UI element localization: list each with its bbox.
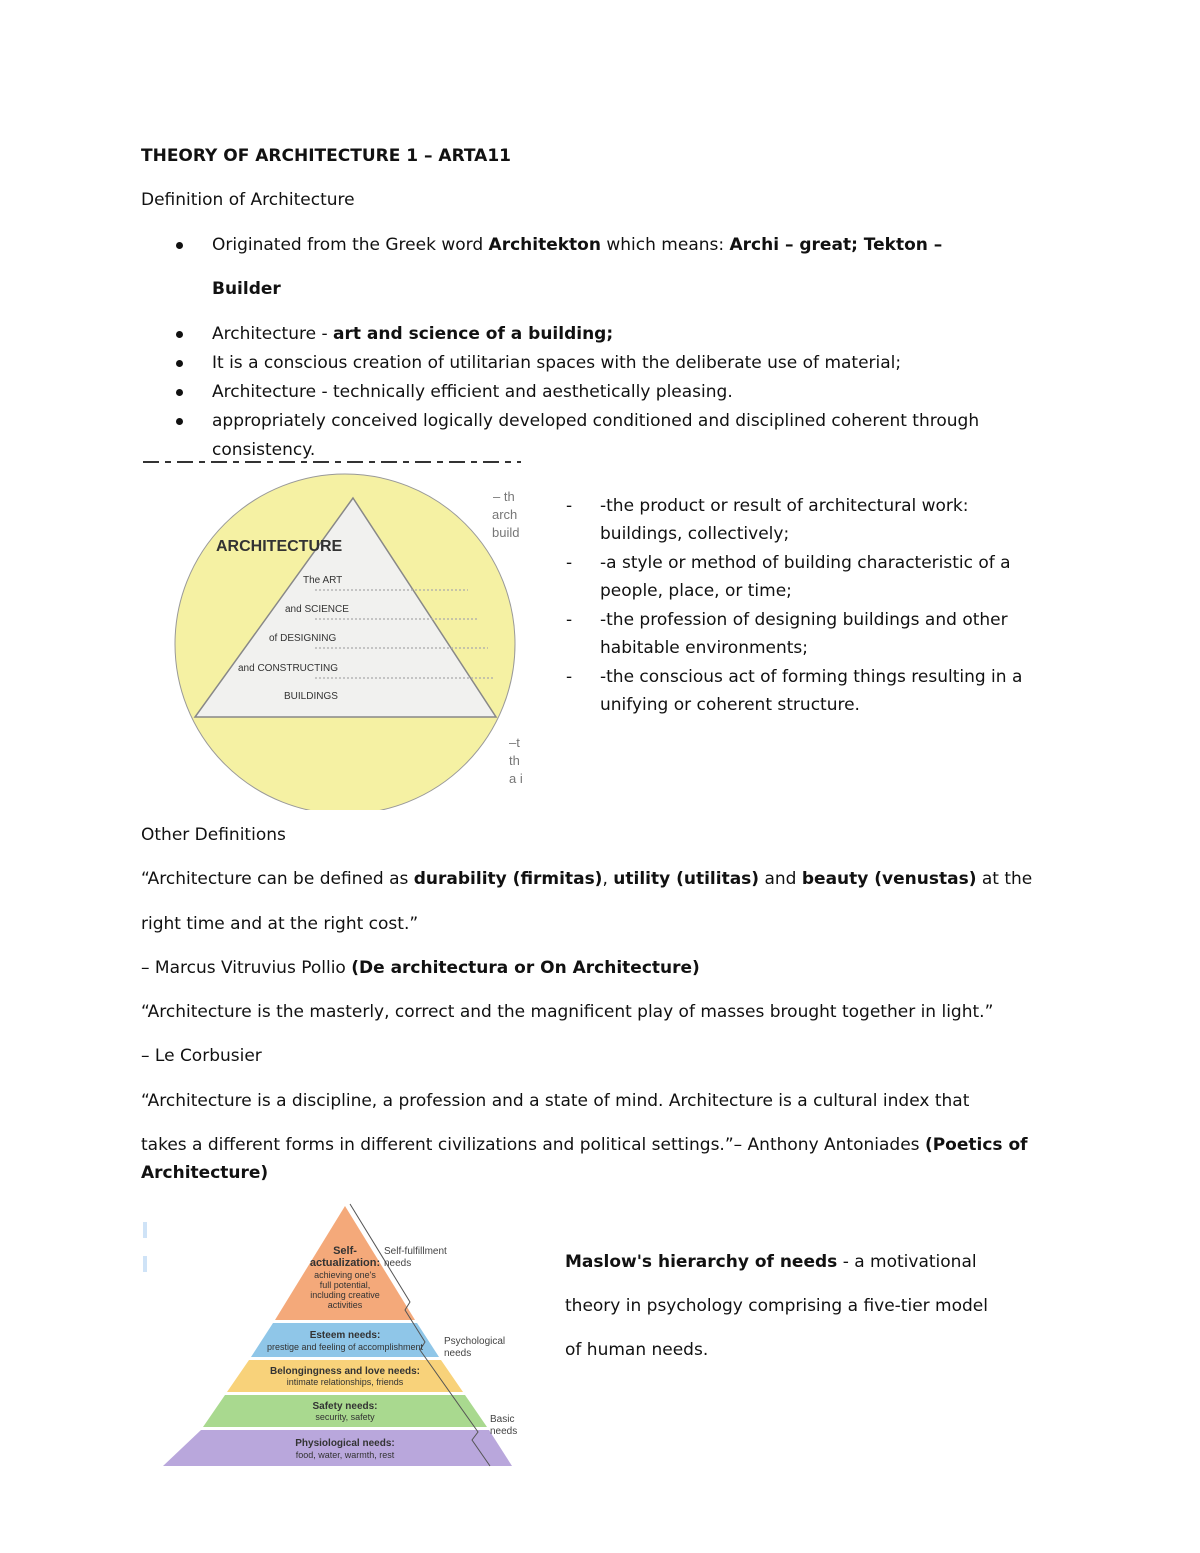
pyramid-level-title: Safety needs: <box>312 1401 378 1412</box>
text-segment: Architecture - technically efficient and aesthetically pleasing. <box>212 382 733 402</box>
bracket-label: needs <box>444 1348 472 1359</box>
bold-text-segment: utility (utilitas) <box>613 869 760 889</box>
bracket-label: needs <box>384 1258 412 1269</box>
text-segment: “Architecture is a discipline, a profession and a state of mind. Architecture is a cultural index that <box>141 1091 970 1111</box>
pyramid-level-title: Self- <box>333 1245 357 1257</box>
text-segment: Originated from the Greek word <box>212 235 489 255</box>
bracket-label: needs <box>490 1426 518 1437</box>
list-dash: - <box>566 667 573 687</box>
quote-line <box>141 869 1032 889</box>
text-segment: right time and at the right cost.” <box>141 914 419 934</box>
bold-text-segment: Builder <box>212 279 281 299</box>
bullet-text <box>212 411 979 431</box>
pyramid-level-desc: including creative <box>310 1290 380 1300</box>
pyramid-level-title: actualization: <box>309 1257 381 1269</box>
list-dash: - <box>566 553 573 573</box>
list-item-text: -the product or result of architectural work: <box>600 496 969 516</box>
bullet-text <box>212 353 901 373</box>
pyramid-level-desc: activities <box>327 1300 363 1310</box>
quote-attribution <box>141 1046 262 1066</box>
text-segment: Architecture - <box>212 324 334 344</box>
maslow-term: Maslow's hierarchy of needs <box>565 1252 838 1272</box>
pyramid-level-desc: achieving one's <box>314 1270 376 1280</box>
pyramid-level-title: Belongingness and love needs: <box>269 1366 421 1377</box>
bold-text-segment: (De architectura or On Architecture) <box>351 958 700 978</box>
bold-text-segment: durability (firmitas) <box>413 869 603 889</box>
diagram-side-text: th <box>509 753 520 768</box>
bold-text-segment: art and science of a building; <box>333 324 614 344</box>
bold-text-segment: Archi – great; Tekton – <box>729 235 943 255</box>
maslow-definition: - a motivational <box>837 1252 977 1272</box>
bullet-text <box>212 235 942 255</box>
maslow-description-line <box>565 1252 977 1272</box>
bullet-dot <box>176 418 183 425</box>
bold-text-segment: Architekton <box>488 235 601 255</box>
diagram-side-text: –t <box>509 735 520 750</box>
list-item-text: -a style or method of building characteristic of a <box>600 553 1011 573</box>
bracket-label: Basic <box>490 1414 515 1425</box>
pyramid-level-desc: security, safety <box>315 1412 375 1422</box>
bullet-text <box>212 382 733 402</box>
diagram-side-text: – th <box>493 489 515 504</box>
text-segment: “Architecture is the masterly, correct and the magnificent play of masses brought together in light.” <box>141 1002 994 1022</box>
maslow-pyramid-image <box>160 1202 530 1472</box>
diagram-tier-label: The ART <box>303 575 343 586</box>
quote-line <box>141 914 418 934</box>
bullet-text-continuation <box>212 440 315 460</box>
list-dash: - <box>566 496 573 516</box>
text-segment: , <box>602 869 614 889</box>
maslow-description-line: theory in psychology comprising a five-tier model <box>565 1296 988 1316</box>
bracket-label: Psychological <box>444 1336 506 1347</box>
architecture-diagram-svg <box>143 458 528 810</box>
section-heading-definition: Definition of Architecture <box>141 190 355 210</box>
bold-text-segment: (Poetics of <box>924 1135 1028 1155</box>
pyramid-level-title: Physiological needs: <box>295 1438 395 1449</box>
bullet-text-continuation <box>212 279 281 299</box>
pyramid-level-desc: intimate relationships, friends <box>286 1377 404 1387</box>
quote-attribution <box>141 958 700 978</box>
bold-text-segment: Architecture) <box>141 1163 269 1183</box>
pyramid-level-desc: prestige and feeling of accomplishment <box>266 1342 424 1352</box>
text-segment: takes a different forms in different civilizations and political settings.”– Anthony Antoniades <box>141 1135 925 1155</box>
maslow-pyramid-svg <box>160 1202 530 1472</box>
bullet-dot <box>176 242 183 249</box>
pyramid-level-title: Esteem needs: <box>309 1330 381 1341</box>
text-segment: consistency. <box>212 440 316 460</box>
document-title: THEORY OF ARCHITECTURE 1 – ARTA11 <box>141 146 511 166</box>
bullet-text <box>212 324 613 344</box>
architecture-diagram-image <box>143 458 528 810</box>
quote-line <box>141 1091 969 1111</box>
list-item-text: -the conscious act of forming things resulting in a <box>600 667 1023 687</box>
section-heading-other-definitions: Other Definitions <box>141 825 286 845</box>
pyramid-level-desc: full potential, <box>319 1280 371 1290</box>
bracket-label: Self-fulfillment <box>384 1246 447 1257</box>
diagram-side-text: build <box>492 525 520 540</box>
text-segment: “Architecture can be defined as <box>141 869 414 889</box>
bullet-dot <box>176 360 183 367</box>
margin-marker <box>143 1222 147 1238</box>
diagram-side-text: a i <box>509 771 523 786</box>
list-item-text: buildings, collectively; <box>600 524 790 544</box>
diagram-tier-label: of DESIGNING <box>269 633 337 644</box>
diagram-tier-label: and SCIENCE <box>285 604 349 615</box>
list-dash: - <box>566 610 573 630</box>
text-segment: which means: <box>600 235 730 255</box>
text-segment: at the <box>976 869 1033 889</box>
pyramid-level-desc: food, water, warmth, rest <box>295 1450 395 1460</box>
diagram-side-text: arch <box>492 507 518 522</box>
bold-text-segment: beauty (venustas) <box>801 869 977 889</box>
bullet-dot <box>176 331 183 338</box>
text-segment: and <box>759 869 802 889</box>
diagram-tier-label: and CONSTRUCTING <box>238 663 339 674</box>
quote-line <box>141 1002 993 1022</box>
quote-line <box>141 1163 268 1183</box>
bullet-dot <box>176 389 183 396</box>
text-segment: – Marcus Vitruvius Pollio <box>141 958 352 978</box>
maslow-description-line: of human needs. <box>565 1340 709 1360</box>
text-segment: It is a conscious creation of utilitarian spaces with the deliberate use of material; <box>212 353 902 373</box>
text-segment: – Le Corbusier <box>141 1046 262 1066</box>
list-item-text: -the profession of designing buildings and other <box>600 610 1008 630</box>
quote-line <box>141 1135 1028 1155</box>
diagram-heading: ARCHITECTURE <box>216 538 343 555</box>
text-segment: appropriately conceived logically developed conditioned and disciplined coherent through <box>212 411 980 431</box>
list-item-text: people, place, or time; <box>600 581 792 601</box>
margin-marker <box>143 1256 147 1272</box>
list-item-text: unifying or coherent structure. <box>600 695 860 715</box>
diagram-tier-label: BUILDINGS <box>284 691 338 702</box>
list-item-text: habitable environments; <box>600 638 809 658</box>
